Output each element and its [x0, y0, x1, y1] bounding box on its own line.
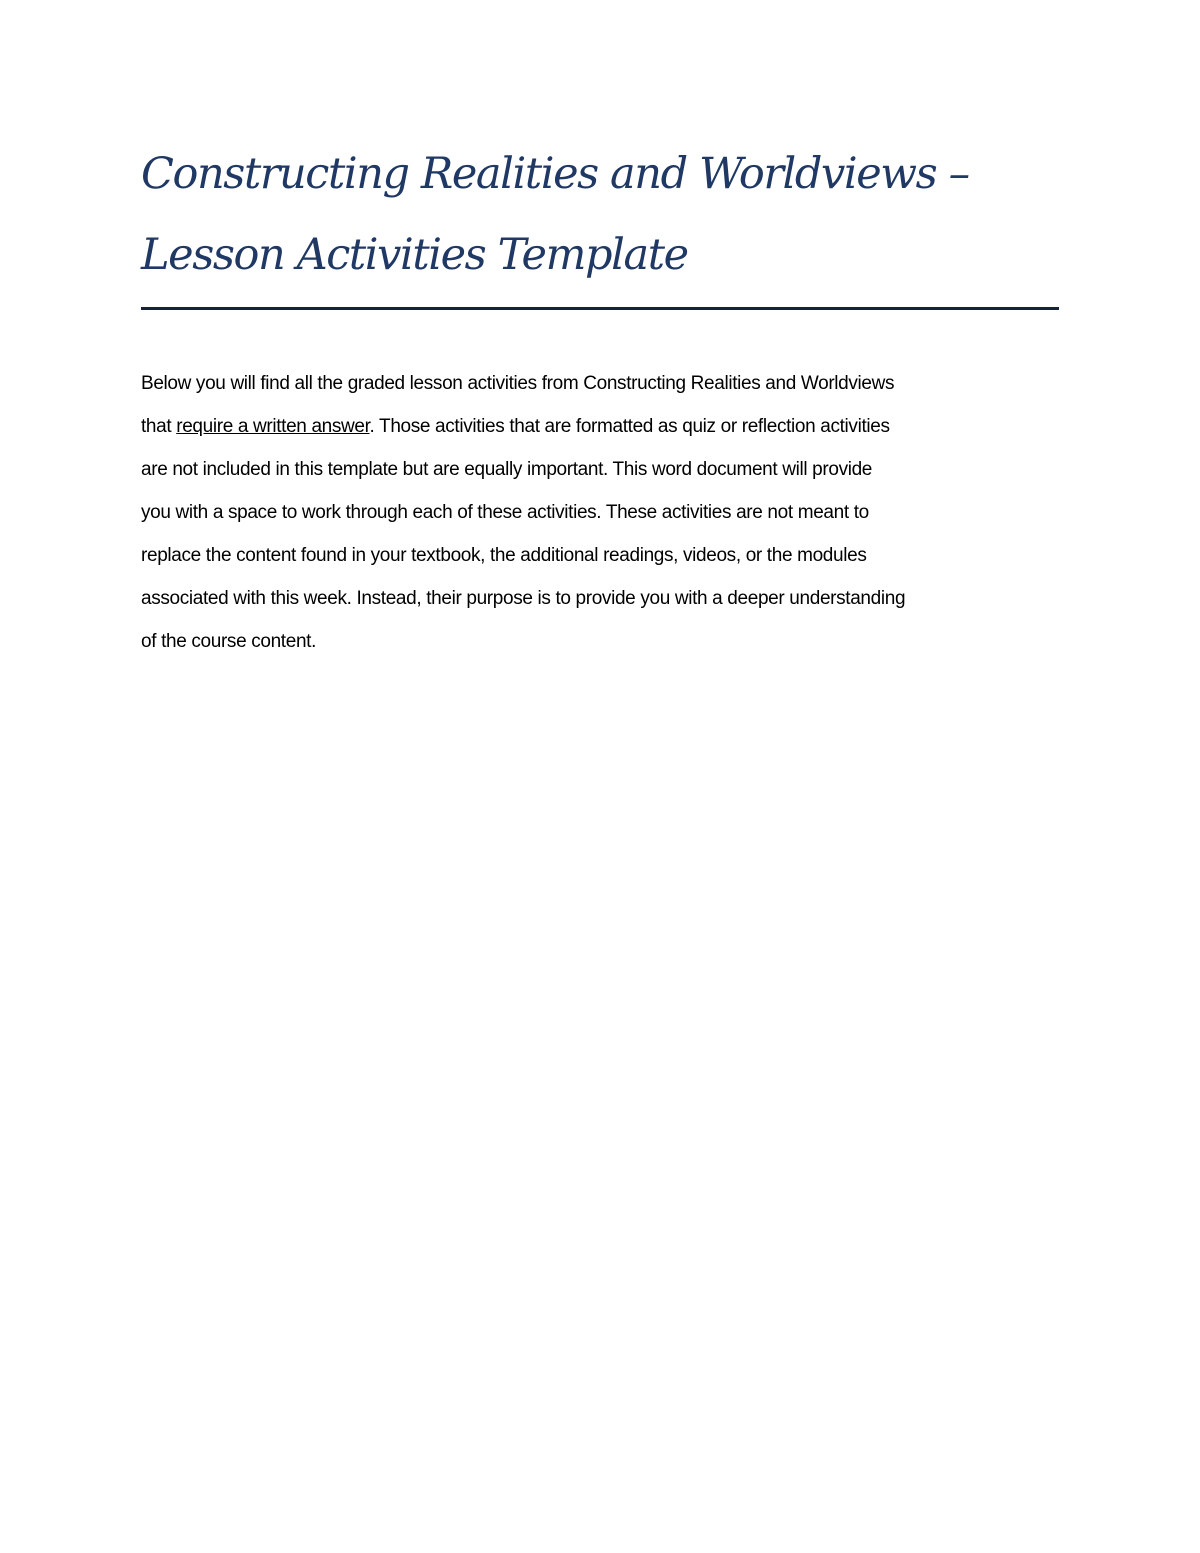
intro-line-1: Below you will find all the graded lesson activities from Constructing Realities and Worldviews — [141, 373, 895, 394]
intro-line-2 — [141, 405, 1066, 448]
intro-line-3: are not included in this template but are equally important. This word document will provide — [141, 459, 873, 480]
title-line-1: Constructing Realities and Worldviews – — [141, 149, 969, 199]
title-line-2: Lesson Activities Template — [141, 230, 688, 280]
intro-line-6: associated with this week. Instead, their purpose is to provide you with a deeper understanding — [141, 588, 906, 609]
intro-line-4: you with a space to work through each of these activities. These activities are not meant to — [141, 502, 869, 523]
intro-line-7: of the course content. — [141, 631, 317, 652]
intro-paragraph — [141, 362, 1066, 663]
intro-line-5: replace the content found in your textbook, the additional readings, videos, or the modules — [141, 545, 867, 566]
document-title — [141, 138, 1059, 310]
intro-line-2-prefix: that — [141, 416, 177, 437]
written-answer-emphasis: require a written answer — [176, 416, 370, 437]
intro-line-2-suffix: . Those activities that are formatted as quiz or reflection activities — [369, 416, 890, 437]
